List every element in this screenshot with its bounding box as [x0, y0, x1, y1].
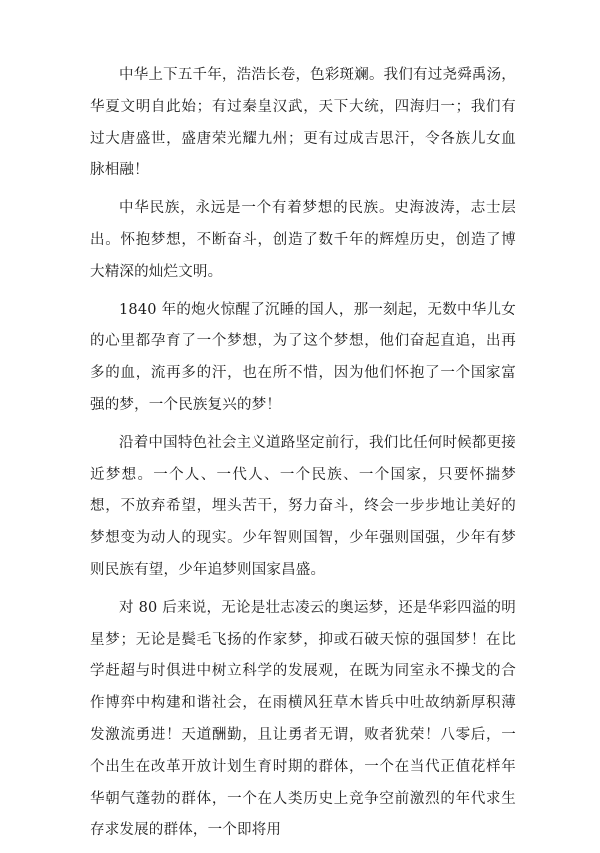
paragraph-1: 中华上下五千年，浩浩长卷，色彩斑斓。我们有过尧舜禹汤，华夏文明自此始；有过秦皇汉武，天下大统，四海归一；我们有过大唐盛世，盛唐荣光耀九州；更有过成吉思汗，令各族儿女血脉相融！	[90, 67, 516, 179]
paragraph-4: 沿着中国特色社会主义道路坚定前行，我们比任何时候都更接近梦想。一个人、一代人、一个民族、一个国家，只要怀揣梦想，不放弃希望，埋头苦干，努力奋斗，终会一步步地让美好的梦想变为动人的现实。少年智则国智，少年强则国强，少年有梦则民族有望，少年追梦则国家昌盛。	[90, 434, 516, 578]
document-page	[90, 60, 516, 853]
paragraph-3: 1840 年的炮火惊醒了沉睡的国人，那一刻起，无数中华儿女的心里都孕育了一个梦想，为了这个梦想，他们奋起直追，出再多的血，流再多的汗，也在所不惜，因为他们怀抱了一个国家富强的梦，一个民族复兴的梦！	[90, 301, 516, 413]
paragraph-2: 中华民族，永远是一个有着梦想的民族。史海波涛，志士层出。怀抱梦想，不断奋斗，创造了数千年的辉煌历史，创造了博大精深的灿烂文明。	[90, 200, 516, 280]
paragraph-5: 对 80 后来说，无论是壮志凌云的奥运梦，还是华彩四溢的明星梦；无论是鬓毛飞扬的作家梦，抑或石破天惊的强国梦！在比学赶超与时俱进中树立科学的发展观，在既为同室永不操戈的合作博弈中构建和谐社会，在雨横风狂草木皆兵中吐故纳新厚积薄发激流勇进！天道酬勤，且让勇者无谓，败者犹荣！八零后，一个出生在改革开放计划生育时期的群体，一个在当代正值花样年华朝气蓬勃的群体，一个在人类历史上竞争空前激烈的年代求生存求发展的群体，一个即将用	[90, 599, 516, 839]
